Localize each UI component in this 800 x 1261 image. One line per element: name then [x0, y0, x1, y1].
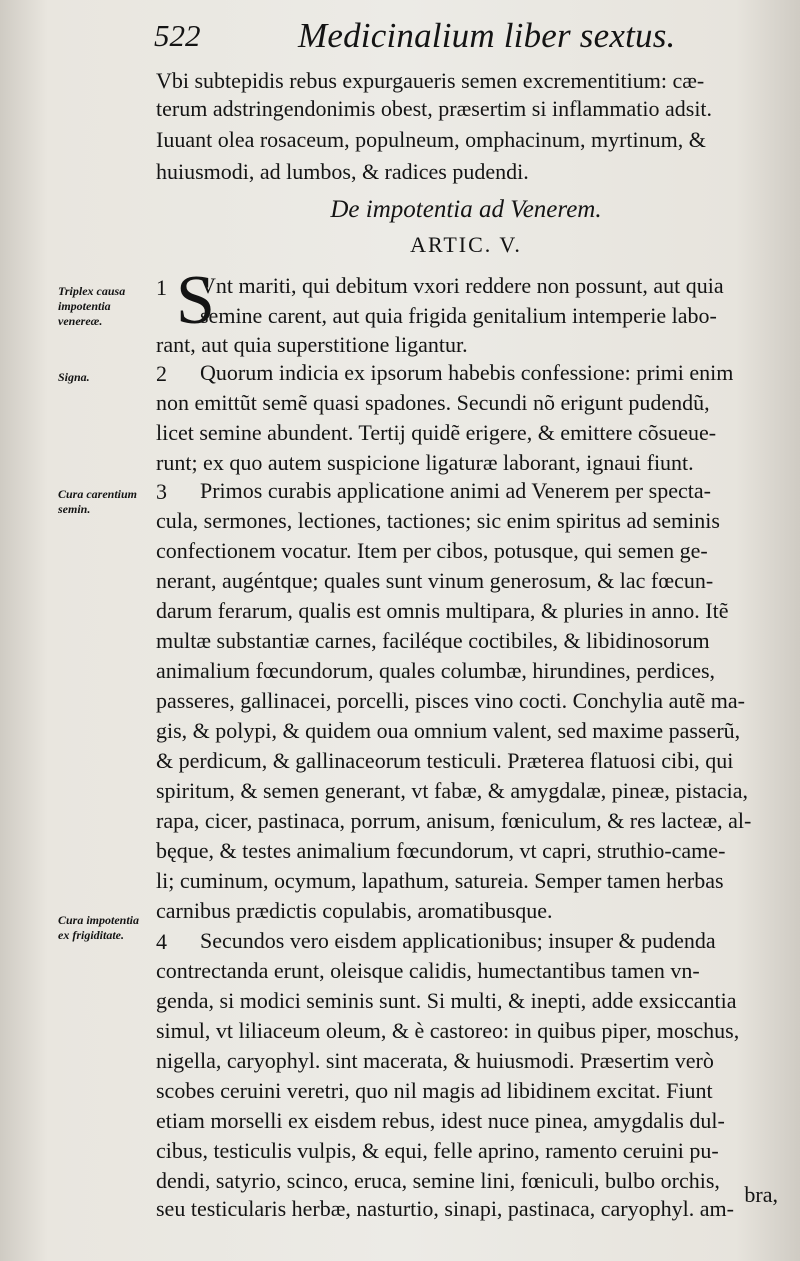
- section-3-line: spiritum, & semen generant, vt fabæ, & amygdalæ, pineæ, pistacia,: [156, 778, 749, 803]
- intro-line: Iuuant olea rosaceum, populneum, omphacinum, myrtinum, &: [156, 127, 706, 152]
- intro-line: terum adstringendonimis obest, præsertim si inflammatio adsit.: [156, 96, 713, 121]
- section-4-line: scobes ceruini veretri, quo nil magis ad libidinem excitat. Fiunt: [156, 1078, 713, 1103]
- catchword: bra,: [744, 1182, 778, 1207]
- margin-note: Triplex causa impotentia venereæ.: [58, 284, 126, 328]
- section-4-line: Secundos vero eisdem applicationibus; insuper & pudenda: [200, 928, 716, 953]
- page-number: 522: [154, 18, 201, 53]
- section-3-line: rapa, cicer, pastinaca, porrum, anisum, fœniculum, & res lacteæ, al-: [156, 808, 752, 833]
- section-1-line: rant, aut quia superstitione ligantur.: [156, 332, 468, 357]
- section-1-line: Vnt mariti, qui debitum vxori reddere non possunt, aut quia: [200, 273, 724, 298]
- section-number: 3: [156, 479, 167, 504]
- section-2-line: licet semine abundent. Tertij quidẽ erigere, & emittere cõsueue-: [156, 420, 717, 445]
- section-3-line: gis, & polypi, & quidem oua omnium valent, sed maxime passerũ,: [156, 718, 741, 743]
- section-3-line: cula, sermones, lectiones, tactiones; sic enim spiritus ad seminis: [156, 508, 720, 533]
- section-2-line: Quorum indicia ex ipsorum habebis confessione: primi enim: [200, 360, 734, 385]
- margin-note: Cura carentium semin.: [58, 487, 138, 516]
- section-4-line: contrectanda erunt, oleisque calidis, humectantibus tamen vn-: [156, 958, 700, 983]
- drop-cap-letter: S: [176, 262, 215, 339]
- section-1-line: semine carent, aut quia frigida genitalium intemperie labo-: [200, 303, 717, 328]
- section-number: 4: [156, 929, 167, 954]
- section-3-line: li; cuminum, ocymum, lapathum, satureia. Semper tamen herbas: [156, 868, 724, 893]
- intro-line: huiusmodi, ad lumbos, & radices pudendi.: [156, 159, 529, 184]
- section-3-line: nerant, augéntque; quales sunt vinum generosum, & lac fœcun-: [156, 568, 714, 593]
- intro-line: Vbi subtepidis rebus expurgaueris semen excrementitium: cæ-: [156, 68, 705, 93]
- section-4-line: genda, si modici seminis sunt. Si multi, & inepti, adde exsiccantia: [156, 988, 737, 1013]
- section-4-line: etiam morselli ex eisdem rebus, idest nuce pinea, amygdalis dul-: [156, 1108, 725, 1133]
- section-3-line: confectionem vocatur. Item per cibos, potusque, qui semen ge-: [156, 538, 708, 563]
- section-4-line: dendi, satyrio, scinco, eruca, semine lini, fœniculi, bulbo orchis,: [156, 1168, 720, 1193]
- section-number: 1: [156, 275, 167, 300]
- section-3-line: carnibus prædictis copulabis, aromatibusque.: [156, 898, 553, 923]
- section-3-line: & perdicum, & gallinaceorum testiculi. Præterea flatuosi cibi, qui: [156, 748, 734, 773]
- margin-note: Signa.: [58, 370, 90, 384]
- section-3-line: animalium fœcundorum, quales columbæ, hirundines, perdices,: [156, 658, 716, 683]
- section-2-line: runt; ex quo autem suspicione ligaturæ laborant, ignaui fiunt.: [156, 450, 694, 475]
- margin-note: Cura impotentia ex frigiditate.: [58, 913, 140, 942]
- section-heading: De impotentia ad Venerem.: [330, 196, 602, 223]
- section-3-line: Primos curabis applicatione animi ad Venerem per specta-: [200, 478, 711, 503]
- section-3-line: passeres, gallinacei, porcelli, pisces vino cocti. Conchylia autẽ ma-: [156, 688, 745, 713]
- section-4-line: simul, vt liliaceum oleum, & è castoreo: in quibus piper, moschus,: [156, 1018, 740, 1043]
- section-3-line: multæ substantiæ carnes, faciléque coctibiles, & libidinosorum: [156, 628, 710, 653]
- section-4-line: cibus, testiculis vulpis, & equi, felle aprino, ramento ceruini pu-: [156, 1138, 719, 1163]
- section-4-line: nigella, caryophyl. sint macerata, & huiusmodi. Præsertim verò: [156, 1048, 714, 1073]
- running-title: Medicinalium liber sextus.: [298, 16, 676, 55]
- section-number: 2: [156, 361, 167, 386]
- section-4-line: seu testicularis herbæ, nasturtio, sinapi, pastinaca, caryophyl. am-: [156, 1196, 734, 1221]
- page-header: [150, 14, 770, 64]
- section-3-line: darum ferarum, qualis est omnis multipara, & pluries in anno. Itẽ: [156, 598, 729, 623]
- section-3-line: bęque, & testes animalium fœcundorum, vt capri, struthio-came-: [156, 838, 726, 863]
- section-2-line: non emittũt semẽ quasi spadones. Secundi nõ erigunt pudendũ,: [156, 390, 710, 415]
- article-label: ARTIC. V.: [410, 232, 522, 257]
